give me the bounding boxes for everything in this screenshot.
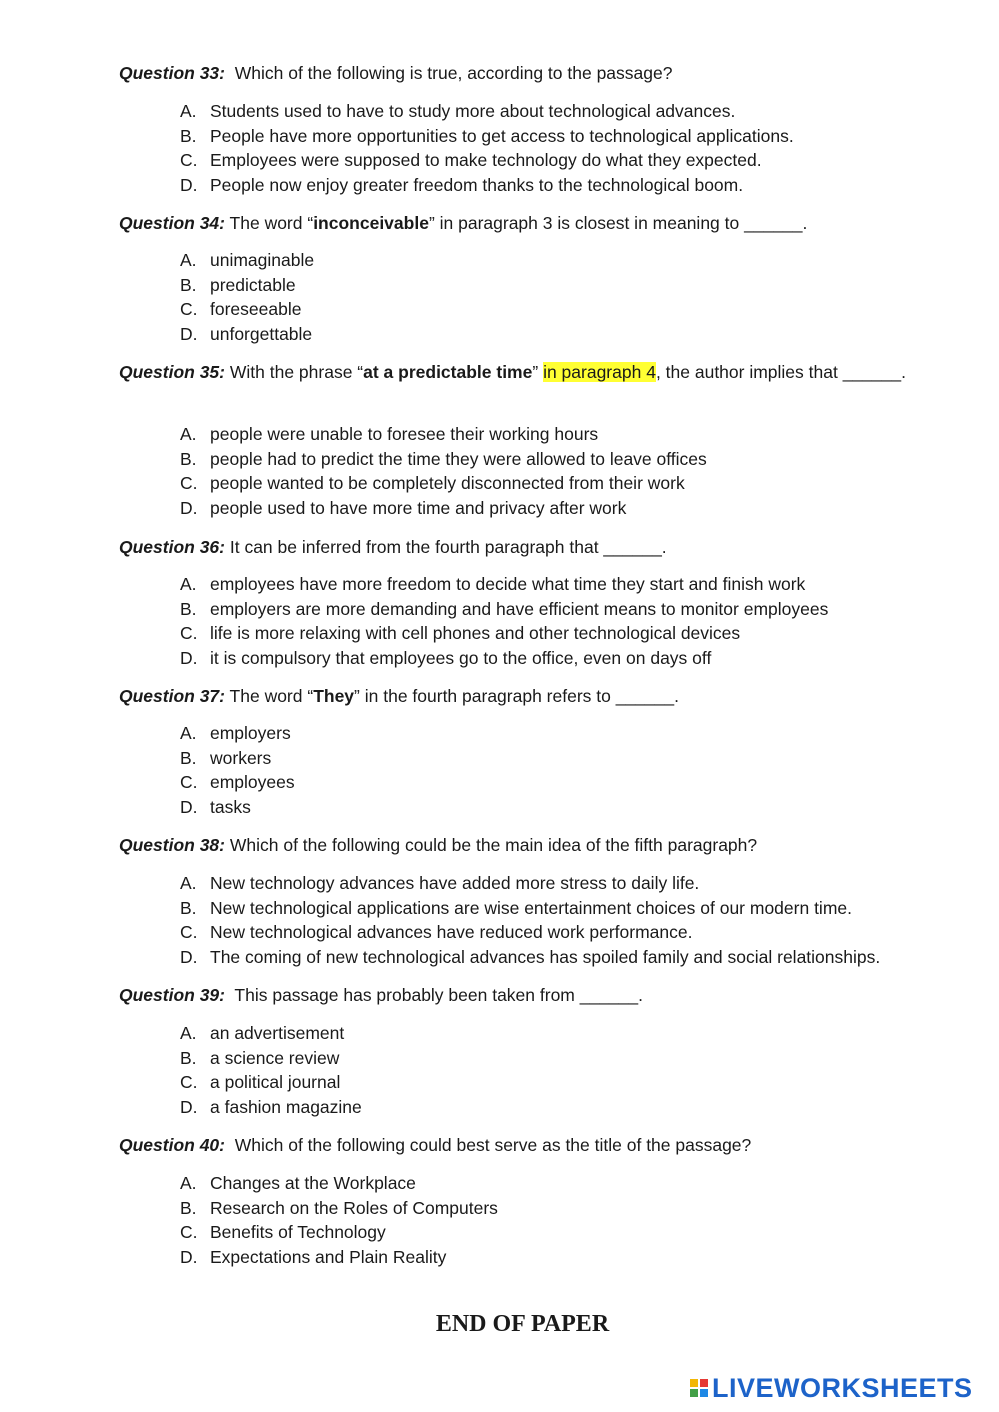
option-letter: B. xyxy=(180,448,197,469)
question-text: , the author implies that ______. xyxy=(655,362,906,382)
answer-options xyxy=(180,721,295,820)
question-number: Question 40: xyxy=(119,1135,225,1155)
option-letter: D. xyxy=(180,947,198,968)
option-text: Expectations and Plain Reality xyxy=(210,1247,447,1268)
answer-option[interactable] xyxy=(180,871,880,896)
option-letter: B. xyxy=(180,897,197,918)
logo-block xyxy=(700,1379,708,1387)
answer-option[interactable] xyxy=(180,1220,498,1245)
highlighted-text: in paragraph 4 xyxy=(543,362,656,382)
question-text: The word “ xyxy=(225,213,314,233)
answer-option[interactable] xyxy=(180,124,794,149)
answer-option[interactable] xyxy=(180,1171,498,1196)
question-text: ” in paragraph 3 is closest in meaning to ______. xyxy=(428,213,808,233)
question-number: Question 39: xyxy=(119,985,225,1005)
answer-option[interactable] xyxy=(180,1245,498,1270)
question-text: Which of the following could be the main idea of the fifth paragraph? xyxy=(225,835,758,855)
question-text: ” in the fourth paragraph refers to ______. xyxy=(354,686,679,706)
option-letter: D. xyxy=(180,498,198,519)
question-text: Which of the following could best serve as the title of the passage? xyxy=(225,1135,752,1155)
option-letter: A. xyxy=(180,101,197,121)
answer-option[interactable] xyxy=(180,572,828,597)
answer-option[interactable] xyxy=(180,496,707,521)
answer-options xyxy=(180,99,794,198)
logo-block xyxy=(690,1379,698,1387)
option-letter: D. xyxy=(180,175,198,196)
answer-option[interactable] xyxy=(180,297,314,322)
bold-keyword: at a predictable time xyxy=(363,362,533,382)
question-number: Question 37: xyxy=(119,686,225,706)
bold-keyword: They xyxy=(313,686,355,706)
answer-options xyxy=(180,248,314,347)
option-letter: A. xyxy=(180,424,197,444)
option-text: New technology advances have added more stress to daily life. xyxy=(210,873,700,893)
answer-option[interactable] xyxy=(180,721,295,746)
option-letter: D. xyxy=(180,1097,198,1118)
answer-option[interactable] xyxy=(180,447,707,472)
option-text: Changes at the Workplace xyxy=(210,1173,416,1193)
question-text: With the phrase “ xyxy=(225,362,364,382)
answer-option[interactable] xyxy=(180,99,794,124)
option-letter: B. xyxy=(180,274,197,295)
option-letter: B. xyxy=(180,1047,197,1068)
option-letter: C. xyxy=(180,922,198,943)
logo-block xyxy=(690,1389,698,1397)
option-text: The coming of new technological advances has spoiled family and social relationships. xyxy=(210,947,881,968)
option-text: people used to have more time and privacy after work xyxy=(210,498,627,519)
answer-option[interactable] xyxy=(180,471,707,496)
option-letter: D. xyxy=(180,648,198,669)
answer-option[interactable] xyxy=(180,1046,362,1071)
option-letter: A. xyxy=(180,574,197,594)
option-letter: B. xyxy=(180,125,197,146)
question-number: Question 33: xyxy=(119,63,225,83)
option-text: New technological advances have reduced work performance. xyxy=(210,922,693,943)
question-text: Which of the following is true, according to the passage? xyxy=(225,63,673,83)
option-text: employers are more demanding and have efficient means to monitor employees xyxy=(210,598,829,619)
answer-option[interactable] xyxy=(180,173,794,198)
answer-option[interactable] xyxy=(180,795,295,820)
answer-options xyxy=(180,871,880,970)
answer-option[interactable] xyxy=(180,770,295,795)
logo-blocks-icon xyxy=(690,1379,708,1397)
option-letter: C. xyxy=(180,150,198,171)
option-text: tasks xyxy=(210,797,251,818)
option-text: Students used to have to study more about technological advances. xyxy=(210,101,736,121)
question-stem xyxy=(119,1133,926,1157)
question-text: It can be inferred from the fourth paragraph that ______. xyxy=(225,537,667,557)
option-letter: C. xyxy=(180,1222,198,1243)
question-stem xyxy=(119,833,926,857)
answer-options xyxy=(180,1021,362,1120)
answer-option[interactable] xyxy=(180,746,295,771)
question-stem xyxy=(119,360,926,384)
option-letter: A. xyxy=(180,1023,197,1043)
option-text: a science review xyxy=(210,1047,340,1068)
option-text: people were unable to foresee their working hours xyxy=(210,424,599,444)
option-text: employees xyxy=(210,772,295,793)
logo-text: LIVEWORKSHEETS xyxy=(712,1372,973,1403)
question-number: Question 36: xyxy=(119,537,225,557)
option-text: people wanted to be completely disconnected from their work xyxy=(210,473,685,494)
option-letter: D. xyxy=(180,1247,198,1268)
answer-option[interactable] xyxy=(180,273,314,298)
answer-option[interactable] xyxy=(180,1196,498,1221)
answer-options xyxy=(180,1171,498,1270)
option-text: People now enjoy greater freedom thanks to the technological boom. xyxy=(210,175,744,196)
option-text: Research on the Roles of Computers xyxy=(210,1197,498,1218)
option-text: predictable xyxy=(210,274,296,295)
question-text: This passage has probably been taken from ______. xyxy=(225,985,644,1005)
option-text: People have more opportunities to get access to technological applications. xyxy=(210,125,794,146)
answer-option[interactable] xyxy=(180,1070,362,1095)
answer-option[interactable] xyxy=(180,248,314,273)
answer-option[interactable] xyxy=(180,148,794,173)
option-text: New technological applications are wise entertainment choices of our modern time. xyxy=(210,897,852,918)
bold-keyword: inconceivable xyxy=(313,213,429,233)
answer-options xyxy=(180,422,707,521)
answer-option[interactable] xyxy=(180,597,828,622)
option-text: a political journal xyxy=(210,1072,341,1093)
option-letter: C. xyxy=(180,772,198,793)
answer-options xyxy=(180,572,828,671)
option-text: unforgettable xyxy=(210,324,313,345)
answer-option[interactable] xyxy=(180,646,828,671)
option-text: foreseeable xyxy=(210,299,302,320)
question-stem xyxy=(119,61,926,85)
answer-option[interactable] xyxy=(180,422,707,447)
question-text: The word “ xyxy=(225,686,314,706)
option-letter: D. xyxy=(180,797,198,818)
question-number: Question 38: xyxy=(119,835,225,855)
option-letter: C. xyxy=(180,299,198,320)
option-letter: C. xyxy=(180,623,198,644)
option-text: a fashion magazine xyxy=(210,1097,362,1118)
answer-option[interactable] xyxy=(180,1095,362,1120)
option-text: it is compulsory that employees go to the office, even on days off xyxy=(210,648,712,669)
question-stem xyxy=(119,983,926,1007)
question-stem xyxy=(119,211,926,235)
question-stem xyxy=(119,535,926,559)
answer-option[interactable] xyxy=(180,945,880,970)
option-letter: B. xyxy=(180,598,197,619)
option-text: employers xyxy=(210,723,291,743)
option-letter: A. xyxy=(180,1173,197,1193)
option-text: Benefits of Technology xyxy=(210,1222,386,1243)
option-text: workers xyxy=(210,747,272,768)
answer-option[interactable] xyxy=(180,1021,362,1046)
option-letter: D. xyxy=(180,324,198,345)
option-text: an advertisement xyxy=(210,1023,345,1043)
question-stem xyxy=(119,684,926,708)
question-number: Question 35: xyxy=(119,362,225,382)
option-letter: A. xyxy=(180,873,197,893)
answer-option[interactable] xyxy=(180,621,828,646)
question-text: ” xyxy=(532,362,544,382)
option-letter: B. xyxy=(180,747,197,768)
option-letter: B. xyxy=(180,1197,197,1218)
option-text: Employees were supposed to make technology do what they expected. xyxy=(210,150,762,171)
end-of-paper-heading: END OF PAPER xyxy=(435,1311,610,1337)
logo-block xyxy=(700,1389,708,1397)
option-text: unimaginable xyxy=(210,250,315,270)
answer-option[interactable] xyxy=(180,896,880,921)
option-letter: C. xyxy=(180,1072,198,1093)
option-text: employees have more freedom to decide what time they start and finish work xyxy=(210,574,806,594)
option-letter: A. xyxy=(180,723,197,743)
answer-option[interactable] xyxy=(180,322,314,347)
option-letter: A. xyxy=(180,250,197,270)
answer-option[interactable] xyxy=(180,920,880,945)
liveworksheets-logo[interactable] xyxy=(690,1373,973,1403)
option-letter: C. xyxy=(180,473,198,494)
option-text: people had to predict the time they were allowed to leave offices xyxy=(210,448,707,469)
option-text: life is more relaxing with cell phones and other technological devices xyxy=(210,623,741,644)
question-number: Question 34: xyxy=(119,213,225,233)
